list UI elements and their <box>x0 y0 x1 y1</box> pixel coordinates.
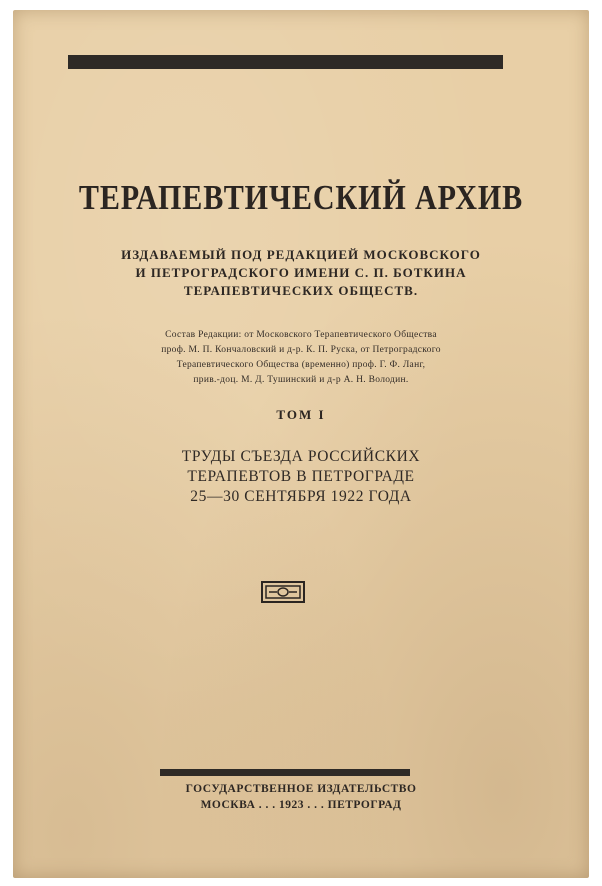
publisher-emblem-icon <box>261 581 305 603</box>
editorial-line-3: Терапевтического Общества (временно) проф. Г. Ф. Ланг, <box>176 360 426 370</box>
top-rule <box>68 55 503 69</box>
publisher-place-year: МОСКВА . . . 1923 . . . ПЕТРОГРАД <box>200 799 402 811</box>
volume-label: ТОМ I <box>276 407 326 422</box>
subtitle-line-2: И ПЕТРОГРАДСКОГО ИМЕНИ С. П. БОТКИНА <box>135 265 467 280</box>
editorial-line-1: Состав Редакции: от Московского Терапевтического Общества <box>165 330 437 340</box>
editorial-line-4: прив.-доц. М. Д. Тушинский и д-р А. Н. Володин. <box>193 375 409 385</box>
subtitle-line-1: ИЗДАВАЕМЫЙ ПОД РЕДАКЦИЕЙ МОСКОВСКОГО <box>121 247 481 262</box>
proceedings-line-2: ТЕРАПЕВТОВ В ПЕТРОГРАДЕ <box>187 468 415 485</box>
bottom-rule <box>160 769 410 776</box>
editorial-line-2: проф. М. П. Кончаловский и д-р. К. П. Руска, от Петроградского <box>161 345 441 355</box>
book-cover <box>13 10 589 878</box>
journal-title: ТЕРАПЕВТИЧЕСКИЙ АРХИВ <box>78 178 524 217</box>
proceedings-line-1: ТРУДЫ СЪЕЗДА РОССИЙСКИХ <box>181 448 421 465</box>
publisher-name: ГОСУДАРСТВЕННОЕ ИЗДАТЕЛЬСТВО <box>185 783 417 795</box>
proceedings-line-3: 25—30 СЕНТЯБРЯ 1922 ГОДА <box>190 488 412 505</box>
subtitle-line-3: ТЕРАПЕВТИЧЕСКИХ ОБЩЕСТВ. <box>183 283 419 298</box>
